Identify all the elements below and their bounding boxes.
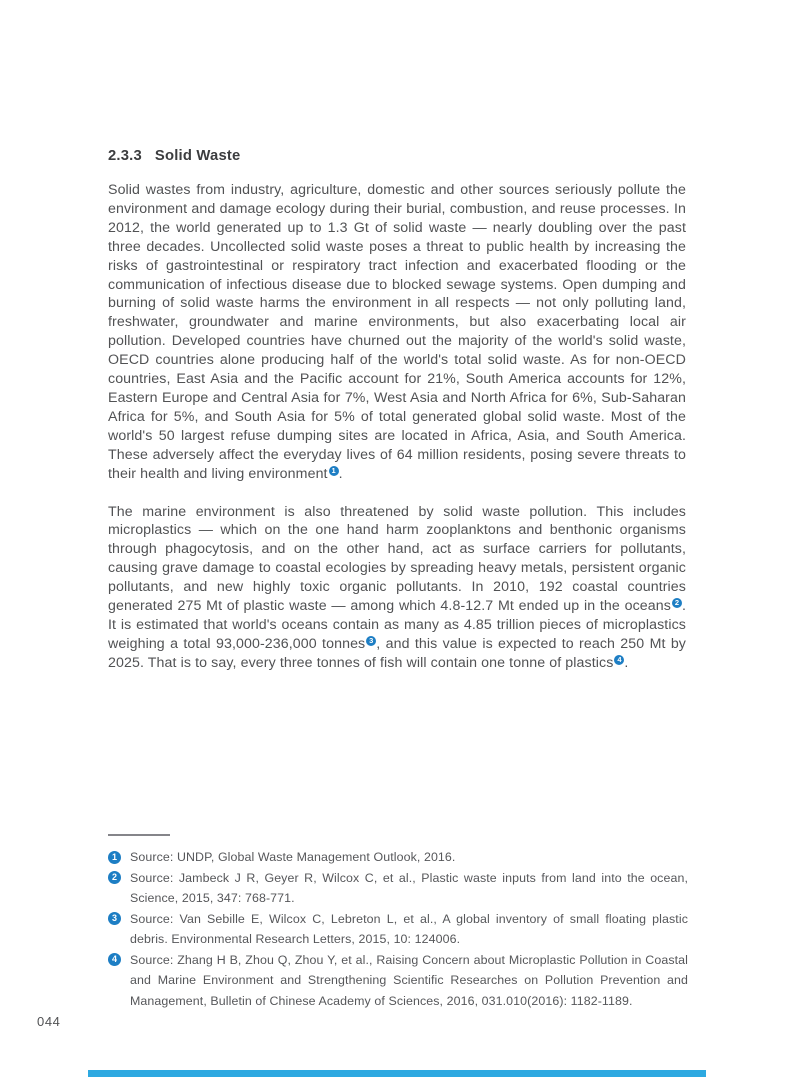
- paragraph-text: Solid wastes from industry, agriculture, domestic and other sources seriously pollute the environment and damage ecology during their burial, combustion, and reuse processes. In 2012, the world generated up to 1.3 Gt of solid waste — nearly doubling over the past three decades. Uncollected solid waste poses a threat to public health by increasing the risks of gastrointestinal or respiratory tract infection and exacerbated flooding or the communication of infectious disease due to blocked sewage systems. Open dumping and burning of solid waste harms the environment in all respects — not only polluting land, freshwater, groundwater and marine environments, but also exacerbating local air pollution. Developed countries have churned out the majority of the world's solid waste, OECD countries alone producing half of the world's total solid waste. As for non-OECD countries, East Asia and the Pacific account for 21%, South America accounts for 12%, Eastern Europe and Central Asia for 7%, West Asia and North Africa for 6%, Sub-Saharan Africa for 5%, and South Asia for 5% of total generated global solid waste. Most of the world's 50 largest refuse dumping sites are located in Africa, Asia, and South America. These adversely affect the everyday lives of 64 million residents, posing severe threats to their health and living environment: [108, 182, 686, 482]
- footnote-text: Source: Van Sebille E, Wilcox C, Lebreton L, et al., A global inventory of small floating plastic debris. Environmental Research Letters, 2015, 10: 124006.: [130, 911, 688, 946]
- footnote-ref-3: 3: [366, 636, 376, 646]
- paragraph-text: The marine environment is also threatened by solid waste pollution. This includes microplastics — which on the one hand harm zooplanktons and benthonic organisms through phagocytosis, and on the other hand, act as surface carriers for pollutants, causing grave damage to coastal ecologies by spreading heavy metals, persistent organic pollutants, and new highly toxic organic pollutants. In 2010, 192 coastal countries generated 275 Mt of plastic waste — among which 4.8-12.7 Mt ended up in the oceans: [108, 503, 686, 615]
- footnote-ref-1: 1: [329, 466, 339, 476]
- section-title: Solid Waste: [154, 148, 241, 164]
- footnote-number-icon: 3: [108, 912, 121, 925]
- footnote-ref-2: 2: [672, 598, 682, 608]
- footnote-number-icon: 2: [108, 871, 121, 884]
- paragraph-text: . It is estimated that world's oceans contain as many as 4.85 trillion pieces of microplastics weighing a total 93,000-236,000 tonnes: [108, 598, 686, 652]
- footnote-text: Source: Zhang H B, Zhou Q, Zhou Y, et al., Raising Concern about Microplastic Pollution in Coastal and Marine Environment and Strengthening Scientific Researches on Pollution Prevention and Management, Bulletin of Chinese Academy of Sciences, 2016, 031.010(2016): 1182-1189.: [130, 952, 688, 1008]
- section-number: 2.3.3: [108, 148, 142, 164]
- footnote-item: [108, 950, 688, 1012]
- article-body: [108, 181, 686, 673]
- section-heading: [108, 148, 240, 164]
- paragraph-text: .: [338, 465, 343, 482]
- footnote-text: Source: UNDP, Global Waste Management Outlook, 2016.: [130, 850, 456, 864]
- paragraph-text: , and this value is expected to reach 250 Mt by 2025. That is to say, every three tonnes of fish will contain one tonne of plastics: [108, 635, 686, 671]
- page-number: 044: [37, 1014, 61, 1029]
- footnote-number-icon: 4: [108, 953, 121, 966]
- footnote-item: [108, 909, 688, 950]
- footnote-number-icon: 1: [108, 851, 121, 864]
- paragraph-solid-waste: [108, 181, 686, 484]
- footnote-item: [108, 868, 688, 909]
- paragraph-marine-environment: [108, 503, 686, 673]
- footnote-item: [108, 847, 688, 868]
- paragraph-text: .: [624, 654, 629, 671]
- footnote-separator-rule: [108, 834, 170, 836]
- footnote-ref-4: 4: [614, 655, 624, 665]
- footnotes-section: [108, 834, 688, 1011]
- page-bottom-bar: [88, 1070, 706, 1077]
- footnote-text: Source: Jambeck J R, Geyer R, Wilcox C, et al., Plastic waste inputs from land into the ocean, Science, 2015, 347: 768-771.: [130, 870, 688, 905]
